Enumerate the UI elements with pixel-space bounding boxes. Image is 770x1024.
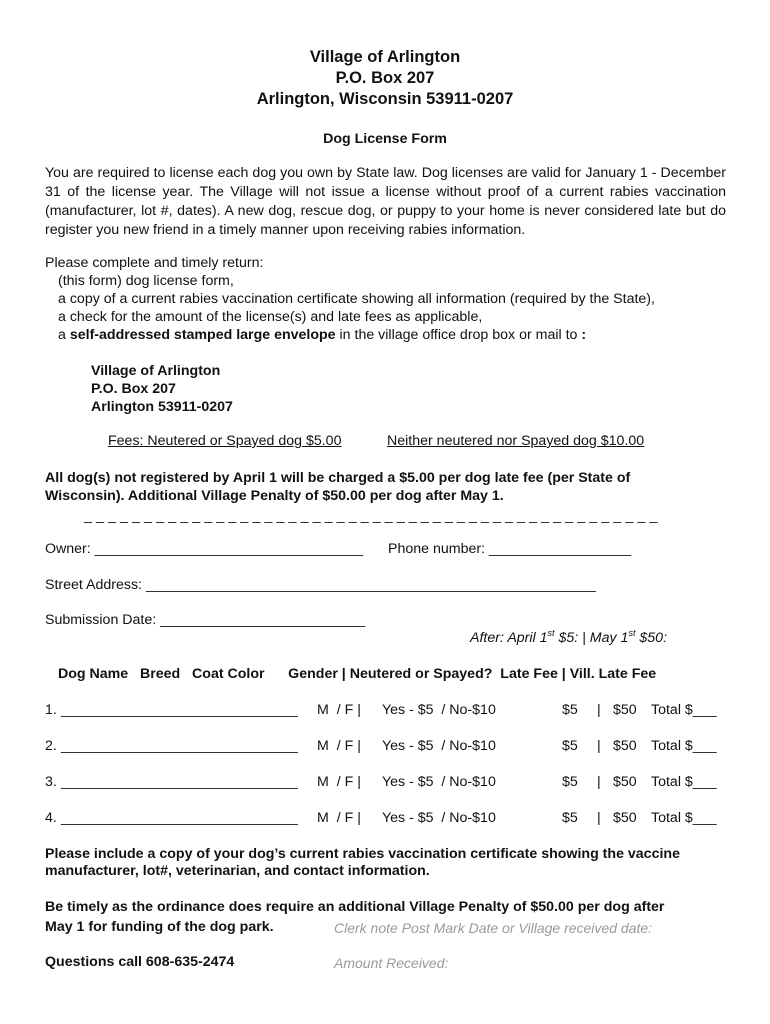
- instruction-item-form: (this form) dog license form,: [58, 273, 234, 289]
- neutered-choice[interactable]: Yes - $5 / No-$10: [382, 702, 496, 718]
- owner-field[interactable]: Owner: __________________________________: [45, 541, 363, 557]
- gender-choice[interactable]: M / F |: [317, 738, 361, 754]
- dog-info-blank[interactable]: ______________________________: [61, 738, 298, 754]
- row-total[interactable]: Total $___: [651, 738, 717, 754]
- instruction-item-check: a check for the amount of the license(s) and late fees as applicable,: [58, 309, 483, 325]
- fee-separator: |: [597, 702, 601, 718]
- late-notice-line1: All dog(s) not registered by April 1 will be charged a $5.00 per dog late fee (per State of: [45, 470, 631, 486]
- row-number: 4.: [45, 810, 57, 826]
- row-number: 2.: [45, 738, 57, 754]
- row-total[interactable]: Total $___: [651, 774, 717, 790]
- fee-neutered: Fees: Neutered or Spayed dog $5.00: [108, 433, 342, 449]
- late-notice-line2: Wisconsin). Additional Village Penalty of $50.00 per dog after May 1.: [45, 488, 504, 504]
- penalty-note-line1: Be timely as the ordinance does require an additional Village Penalty of $50.00 per dog after: [45, 899, 665, 915]
- row-total[interactable]: Total $___: [651, 810, 717, 826]
- cut-divider: _ _ _ _ _ _ _ _ _ _ _ _ _ _ _ _ _ _ _ _ _ _ _ _ _ _ _ _ _ _ _ _ _ _ _ _ _ _ _ _ _ _ _ _ _ _ _ _: [84, 508, 658, 524]
- dog-info-blank[interactable]: ______________________________: [61, 774, 298, 790]
- submission-date-field[interactable]: Submission Date: __________________________: [45, 612, 366, 628]
- street-address-field[interactable]: Street Address: _________________________________________________________: [45, 577, 596, 593]
- village-late-fee: $50: [613, 810, 637, 826]
- gender-choice[interactable]: M / F |: [317, 702, 361, 718]
- village-late-fee: $50: [613, 738, 637, 754]
- dog-info-blank[interactable]: ______________________________: [61, 702, 298, 718]
- mail-to-name: Village of Arlington: [91, 363, 221, 379]
- form-title: Dog License Form: [323, 131, 447, 147]
- neutered-choice[interactable]: Yes - $5 / No-$10: [382, 810, 496, 826]
- dog-table-header: Dog Name Breed Coat Color Gender | Neutered or Spayed? Late Fee | Vill. Late Fee: [58, 666, 657, 682]
- clerk-postmark-note: Clerk note Post Mark Date or Village received date:: [334, 920, 653, 936]
- late-fee: $5: [562, 738, 578, 754]
- mail-to-city-zip: Arlington 53911-0207: [91, 399, 233, 415]
- phone-field[interactable]: Phone number: __________________: [388, 541, 631, 557]
- neutered-choice[interactable]: Yes - $5 / No-$10: [382, 738, 496, 754]
- dog-info-blank[interactable]: ______________________________: [61, 810, 298, 826]
- gender-choice[interactable]: M / F |: [317, 810, 361, 826]
- late-fee-schedule-note: After: April 1st $5: | May 1st $50:: [470, 628, 668, 646]
- intro-paragraph: You are required to license each dog you own by State law. Dog licenses are valid for January 1 - December 31 of the license year. The Village will not issue a license without proof of a current rabies vaccination (manufacturer, lot #, dates). A new dog, rescue dog, or puppy to your home is never considered late but do register you new friend in a timely manner upon receiving rabies information.: [45, 165, 726, 238]
- fee-separator: |: [597, 774, 601, 790]
- row-number: 1.: [45, 702, 57, 718]
- penalty-note-line2: May 1 for funding of the dog park.: [45, 919, 274, 935]
- amount-received-label: Amount Received:: [334, 955, 449, 971]
- questions-phone: Questions call 608-635-2474: [45, 954, 235, 970]
- village-late-fee: $50: [613, 774, 637, 790]
- instructions-lead: Please complete and timely return:: [45, 255, 264, 271]
- rabies-note-line2: manufacturer, lot#, veterinarian, and contact information.: [45, 863, 430, 879]
- row-number: 3.: [45, 774, 57, 790]
- fee-separator: |: [597, 810, 601, 826]
- gender-choice[interactable]: M / F |: [317, 774, 361, 790]
- header-po-box: P.O. Box 207: [335, 69, 435, 87]
- header-city-state-zip: Arlington, Wisconsin 53911-0207: [256, 90, 514, 108]
- neutered-choice[interactable]: Yes - $5 / No-$10: [382, 774, 496, 790]
- rabies-note-line1: Please include a copy of your dog’s current rabies vaccination certificate showing the vaccine: [45, 846, 680, 862]
- village-late-fee: $50: [613, 702, 637, 718]
- fee-separator: |: [597, 738, 601, 754]
- mail-to-po-box: P.O. Box 207: [91, 381, 176, 397]
- instruction-item-rabies: a copy of a current rabies vaccination certificate showing all information (required by the State),: [58, 291, 655, 307]
- row-total[interactable]: Total $___: [651, 702, 717, 718]
- late-fee: $5: [562, 810, 578, 826]
- late-fee: $5: [562, 774, 578, 790]
- late-fee: $5: [562, 702, 578, 718]
- header-village-name: Village of Arlington: [309, 48, 461, 66]
- instruction-item-envelope: a self-addressed stamped large envelope in the village office drop box or mail to :: [58, 327, 587, 343]
- fee-not-neutered: Neither neutered nor Spayed dog $10.00: [387, 433, 645, 449]
